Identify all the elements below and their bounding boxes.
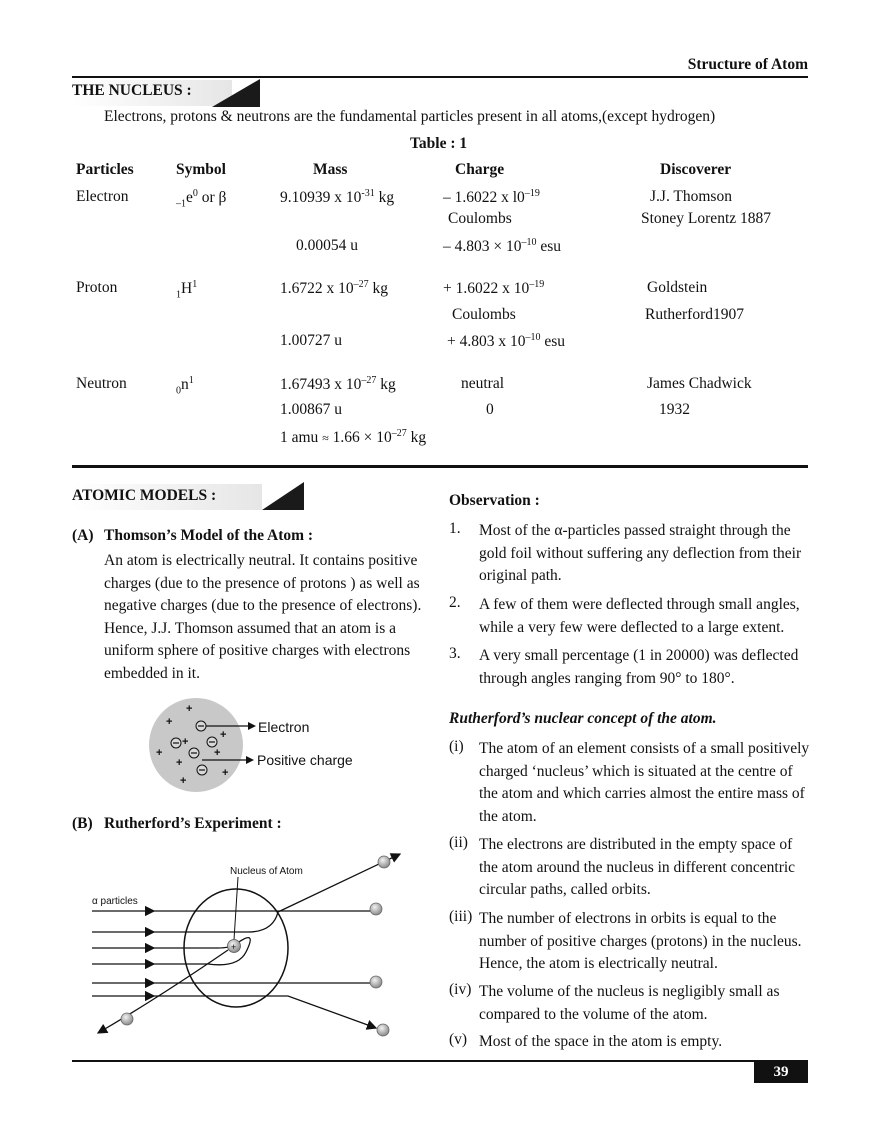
proton-discoverer: Goldstein	[647, 279, 708, 296]
neutron-charge-2: 0	[486, 401, 494, 418]
concept-item-iii: (iii) The number of electrons in orbits is equal to the number of positive charges (protons) in the nucleus. Hence, the atom is electrically neutral.	[449, 908, 802, 972]
svg-text:+: +	[182, 736, 189, 748]
section-rule	[72, 465, 808, 468]
models-heading-wedge	[262, 482, 304, 510]
proton-mass-kg: 1.6722 x $10^{-27}$ kg	[280, 279, 388, 298]
concept-item-iv: (iv) The volume of the nucleus is negligibly small as compared to the volume of the atom.	[449, 981, 780, 1023]
proton-discoverer-2: Rutherford1907	[645, 306, 745, 323]
col-header-particles: Particles	[76, 161, 134, 178]
svg-text:+: +	[186, 703, 193, 715]
electron-name: Electron	[76, 188, 129, 205]
nucleus-heading-wedge	[212, 79, 260, 107]
table-caption: Table : 1	[410, 135, 468, 152]
concept-item-i: (i) The atom of an element consists of a small positively charged ‘nucleus’ which is situated at the centre of the atom and which carries almost the entire mass of the atom.	[449, 738, 810, 825]
thomson-title: Thomson’s Model of the Atom :	[104, 527, 314, 544]
thomson-label: (A)	[72, 527, 94, 544]
running-header: Structure of Atom	[687, 56, 808, 73]
neutron-name: Neutron	[76, 375, 127, 392]
svg-text:+: +	[156, 747, 163, 759]
electron-mass-u: 0.00054 u	[296, 237, 358, 254]
neutron-mass-u: 1.00867 u	[280, 401, 342, 418]
positive-sphere	[149, 698, 243, 792]
proton-charge-unit: Coulombs	[452, 306, 516, 323]
nucleus-heading: THE NUCLEUS :	[72, 82, 192, 99]
svg-text:+: +	[180, 775, 187, 787]
proton-charge-c: + 1.6022 x $10^{-19}$	[443, 279, 545, 298]
page-number: 39	[754, 1061, 808, 1083]
electron-charge-esu: – $4.803 \times 10^{-10}$ esu	[443, 237, 562, 256]
neutron-mass-kg: 1.67493 x $10^{-27}$ kg	[280, 375, 396, 394]
proton-mass-u: 1.00727 u	[280, 332, 342, 349]
rutherford-concept-heading: Rutherford’s nuclear concept of the atom.	[449, 710, 717, 727]
col-header-discoverer: Discoverer	[660, 161, 732, 178]
nucleus-of-atom-label: Nucleus of Atom	[230, 866, 303, 877]
observation-item-1: 1. Most of the α-particles passed straight through the gold foil without suffering any deflection from their original path.	[449, 520, 802, 584]
svg-text:+: +	[220, 729, 227, 741]
header-rule	[72, 76, 808, 78]
proton-symbol: $_1H^1$	[176, 279, 198, 301]
svg-text:+: +	[166, 716, 173, 728]
neutron-symbol: $_0n^1$	[176, 375, 194, 397]
observation-item-3: 3. A very small percentage (1 in 20000) was deflected through angles ranging from 90° to 180°.	[449, 645, 799, 687]
svg-text:+: +	[222, 767, 229, 779]
proton-charge-esu: + 4.803 x $10^{-10}$ esu	[447, 332, 566, 351]
concept-item-ii: (ii) The electrons are distributed in the empty space of the atom around the nucleus in different concentric circular paths, called orbits.	[449, 834, 796, 898]
svg-text:+: +	[214, 747, 221, 759]
thomson-paragraph: An atom is electrically neutral. It contains positive charges (due to the presence of protons ) as well as negative charges (due to the presence of electrons). Hence, J.J. Thomson assumed that an atom is a uniform sphere of positive charges with electrons embedded in it.	[104, 552, 422, 682]
positive-charge-label: Positive charge	[257, 752, 353, 768]
electron-discoverer-2: Stoney Lorentz 1887	[641, 210, 772, 227]
neutron-charge: neutral	[461, 375, 505, 392]
concept-item-v: (v) Most of the space in the atom is empty.	[449, 1031, 723, 1050]
col-header-symbol: Symbol	[176, 161, 226, 178]
observation-item-2: 2. A few of them were deflected through small angles, while a very few were deflected to a large extent.	[449, 594, 800, 636]
electron-charge-unit: Coulombs	[448, 210, 512, 227]
rutherford-exp-title: Rutherford’s Experiment :	[104, 815, 282, 832]
rutherford-scattering-diagram	[88, 848, 418, 1043]
neutron-discoverer-year: 1932	[659, 401, 690, 418]
rutherford-exp-label: (B)	[72, 815, 93, 832]
svg-text:+: +	[231, 942, 237, 952]
electron-discoverer: J.J. Thomson	[650, 188, 732, 205]
thomson-plum-pudding-diagram	[140, 690, 380, 800]
col-header-charge: Charge	[455, 161, 505, 178]
alpha-particles-label: α particles	[92, 896, 138, 907]
amu-definition: 1 amu ≈ $1.66 \times 10^{-27}$ kg	[280, 428, 427, 447]
svg-text:+: +	[176, 757, 183, 769]
neutron-discoverer: James Chadwick	[647, 375, 752, 392]
electron-charge-c: – 1.6022 x $l0^{-19}$	[443, 188, 540, 207]
electron-symbol: $_{-1}e^0$ or β	[176, 188, 227, 210]
observation-heading: Observation :	[449, 492, 540, 509]
proton-name: Proton	[76, 279, 118, 296]
footer-rule	[72, 1060, 808, 1062]
col-header-mass: Mass	[313, 161, 348, 178]
models-heading: ATOMIC MODELS :	[72, 487, 217, 504]
electron-label: Electron	[258, 719, 310, 735]
nucleus-intro: Electrons, protons & neutrons are the fundamental particles present in all atoms,(except hydrogen)	[104, 108, 716, 125]
electron-mass-kg: 9.10939 x $10^{-31}$ kg	[280, 188, 395, 207]
